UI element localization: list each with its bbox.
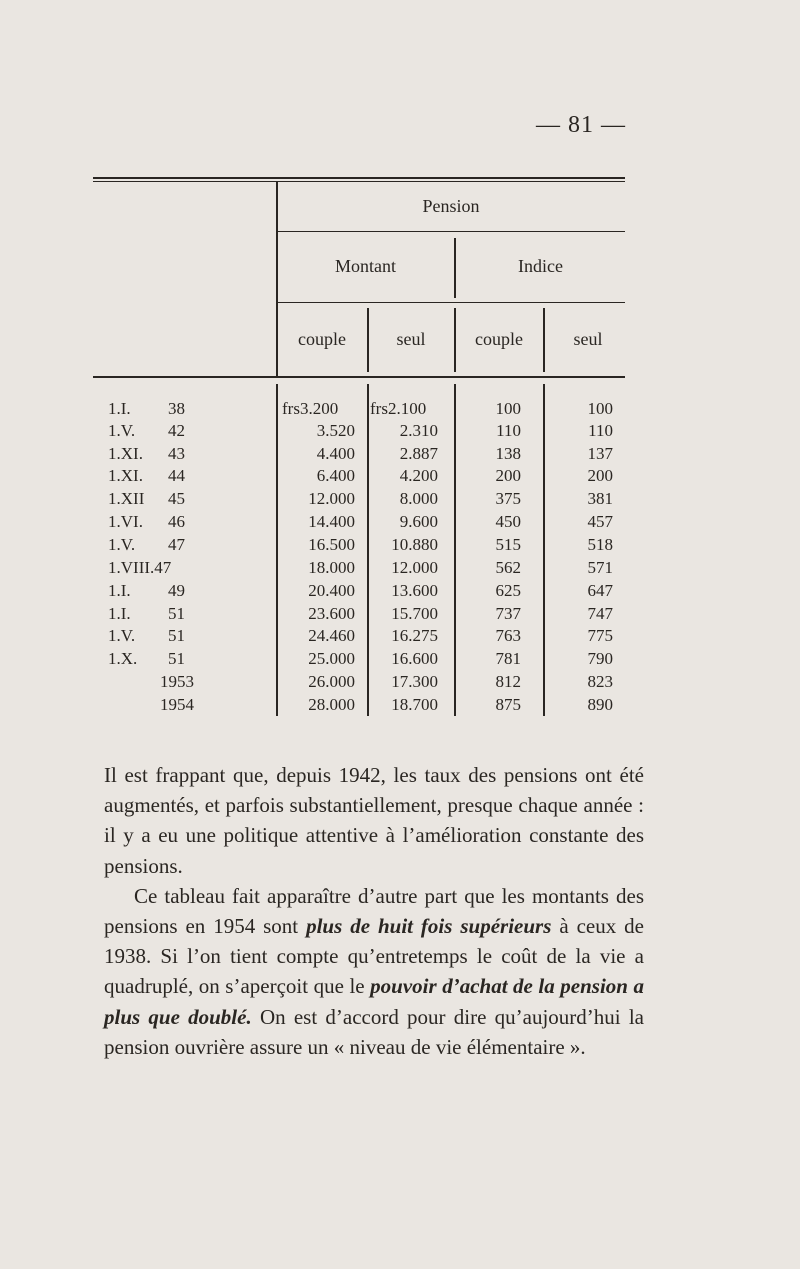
date-day-month: 1.I. (108, 604, 131, 623)
subheader-montant-seul: seul (396, 329, 426, 349)
row-date (160, 672, 194, 694)
montant-couple: 26.000 (308, 672, 355, 691)
date-year: 1953 (160, 672, 194, 691)
indice-couple: 562 (495, 558, 521, 577)
indice-seul: 790 (587, 649, 613, 668)
date-day-month: 1.V. (108, 626, 136, 645)
indice-couple: 515 (495, 535, 521, 554)
montant-couple: 25.000 (308, 649, 355, 668)
montant-seul: 17.300 (391, 672, 438, 691)
subheader-indice-seul: seul (573, 329, 603, 349)
row-date (108, 649, 185, 671)
montant-seul: 15.700 (391, 604, 438, 623)
indice-couple: 625 (495, 581, 521, 600)
header-rule-1 (277, 231, 625, 232)
indice-seul: 518 (587, 535, 613, 554)
paragraph-2-emphasis-1: plus de huit fois supérieurs (306, 914, 552, 939)
date-year: 51 (168, 604, 185, 623)
montant-couple: 3.520 (316, 421, 355, 440)
date-day-month: 1.I. (108, 399, 131, 418)
indice-seul: 647 (587, 581, 613, 600)
indice-seul: 200 (587, 466, 613, 485)
row-date (108, 466, 185, 488)
date-year: 1954 (160, 695, 194, 714)
montant-seul: 8.000 (399, 489, 438, 508)
paragraph-2-part-2: à ceux de 1938. Si l’on tient compte qu’entretemps le coût de la vie a quadruplé, on s’aperçoit que le (104, 914, 644, 999)
montant-couple: 20.400 (308, 581, 355, 600)
row-date (108, 399, 185, 421)
page-number: — 81 — (536, 112, 626, 138)
row-date (108, 535, 185, 557)
subheader-indice-couple: couple (475, 329, 523, 349)
montant-couple: 16.500 (308, 535, 355, 554)
paragraph-2 (104, 881, 644, 1062)
date-day-month: 1.I. (108, 581, 131, 600)
date-day-month: 1.VIII.47 (108, 558, 172, 577)
subheader-montant-couple: couple (298, 329, 346, 349)
montant-seul: 10.880 (391, 535, 438, 554)
indice-couple: 450 (495, 512, 521, 531)
indice-seul: 100 (587, 399, 613, 418)
date-year: 51 (168, 649, 185, 668)
montant-seul: 4.200 (399, 466, 438, 485)
body-text (104, 760, 644, 1062)
indice-seul: 747 (587, 604, 613, 623)
header-bottom-rule (93, 376, 625, 378)
header-pension: Pension (422, 196, 480, 216)
table-top-rule (93, 177, 625, 179)
date-year: 44 (168, 466, 185, 485)
montant-couple: 4.400 (316, 444, 355, 463)
indice-seul: 823 (587, 672, 613, 691)
montant-seul: 18.700 (391, 695, 438, 714)
date-year: 42 (168, 421, 185, 440)
indice-seul: 571 (587, 558, 613, 577)
indice-seul: 110 (588, 421, 613, 440)
date-day-month: 1.VI. (108, 512, 143, 531)
date-day-month: 1.XI. (108, 466, 143, 485)
montant-seul: 16.600 (391, 649, 438, 668)
date-year: 46 (168, 512, 185, 531)
montant-couple: frs3.200 (282, 399, 339, 418)
row-date (160, 695, 194, 717)
montant-seul: 9.600 (399, 512, 438, 531)
montant-seul: 12.000 (391, 558, 438, 577)
indice-couple: 110 (496, 421, 521, 440)
row-date (108, 444, 185, 466)
header-indice: Indice (518, 256, 563, 276)
indice-couple: 138 (495, 444, 521, 463)
date-day-month: 1.V. (108, 421, 136, 440)
indice-couple: 100 (495, 399, 521, 418)
montant-couple: 18.000 (308, 558, 355, 577)
row-date (108, 604, 185, 626)
row-date (108, 421, 185, 443)
header-montant: Montant (335, 256, 396, 276)
montant-couple: 24.460 (308, 626, 355, 645)
montant-seul: 2.887 (399, 444, 438, 463)
date-year: 43 (168, 444, 185, 463)
row-date (108, 626, 185, 648)
paragraph-1: Il est frappant que, depuis 1942, les taux des pensions ont été augmentés, et parfois substantiellement, presque chaque année : il y a eu une politique attentive à l’amélioration constante des pensions. (104, 763, 644, 878)
montant-couple: 6.400 (316, 466, 355, 485)
row-date (108, 512, 185, 534)
montant-seul: 2.310 (399, 421, 438, 440)
indice-couple: 737 (495, 604, 521, 623)
date-year: 38 (168, 399, 185, 418)
row-date (108, 558, 171, 580)
indice-seul: 890 (587, 695, 613, 714)
paragraph-2-emphasis-2: pouvoir d’achat de la pension a plus que doublé. (104, 974, 644, 1029)
paragraph-2-part-3: On est d’accord pour dire qu’aujourd’hui la pension ouvrière assure un « niveau de vie élémentaire ». (104, 1004, 644, 1059)
montant-couple: 23.600 (308, 604, 355, 623)
row-date (108, 581, 185, 603)
indice-couple: 781 (495, 649, 521, 668)
indice-seul: 775 (587, 626, 613, 645)
indice-seul: 137 (587, 444, 613, 463)
paragraph-2-part-1: Ce tableau fait apparaître d’autre part que les montants des pensions en 1954 sont (104, 883, 644, 939)
date-day-month: 1.V. (108, 535, 136, 554)
date-day-month: 1.X. (108, 649, 138, 668)
date-day-month: 1.XII (108, 489, 145, 508)
body-vline-main (276, 384, 278, 716)
indice-seul: 381 (587, 489, 613, 508)
date-day-month: 1.XI. (108, 444, 143, 463)
indice-seul: 457 (587, 512, 613, 531)
montant-seul: frs2.100 (370, 399, 427, 418)
date-year: 45 (168, 489, 185, 508)
montant-couple: 14.400 (308, 512, 355, 531)
montant-seul: 16.275 (391, 626, 438, 645)
table-top-rule-2 (93, 181, 625, 182)
indice-couple: 375 (495, 489, 521, 508)
montant-seul: 13.600 (391, 581, 438, 600)
indice-couple: 763 (495, 626, 521, 645)
indice-couple: 812 (495, 672, 521, 691)
indice-couple: 875 (495, 695, 521, 714)
row-date (108, 489, 185, 511)
date-year: 49 (168, 581, 185, 600)
date-year: 51 (168, 626, 185, 645)
date-year: 47 (168, 535, 185, 554)
montant-couple: 12.000 (308, 489, 355, 508)
header-rule-2 (277, 302, 625, 303)
montant-couple: 28.000 (308, 695, 355, 714)
indice-couple: 200 (495, 466, 521, 485)
